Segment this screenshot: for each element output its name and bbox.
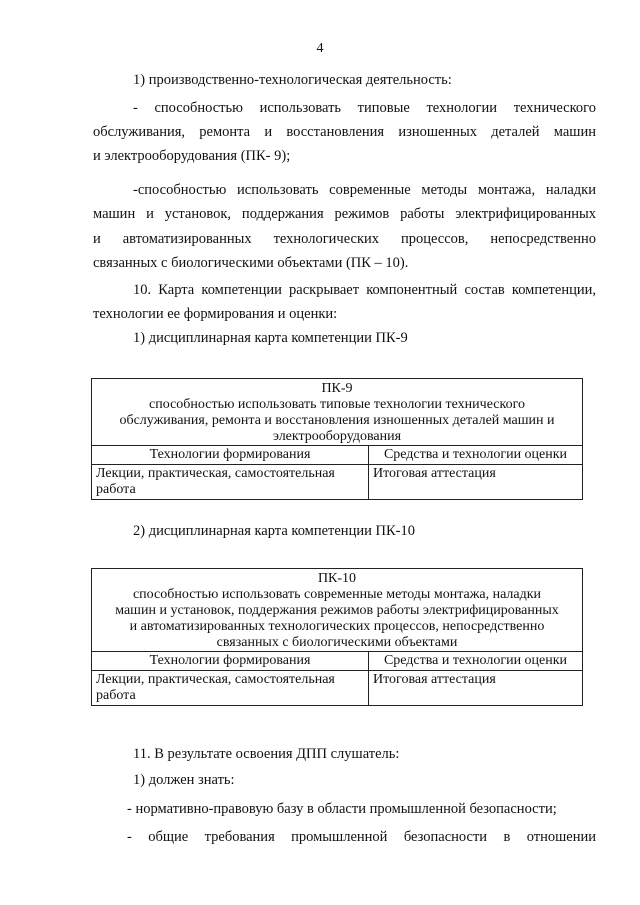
col-header-formation: Технологии формирования (92, 446, 369, 465)
pk10-text-line: и автоматизированных технологических процессов, непосредственно (93, 231, 596, 247)
competence-table-pk9 (91, 378, 583, 500)
page-number: 4 (316, 41, 324, 56)
cell-line: Лекции, практическая, самостоятельная (96, 466, 335, 481)
item11-sub1: 1) должен знать: (133, 772, 235, 788)
col-header-assessment: Средства и технологии оценки (369, 652, 583, 671)
table-title-line: машин и установок, поддержания режимов работы электрифицированных (115, 603, 559, 618)
cell-line: работа (96, 688, 136, 703)
item11-bullet: - нормативно-правовую базу в области промышленной безопасности; (127, 801, 557, 817)
table-title-cell (92, 379, 583, 446)
item11-bullet: - общие требования промышленной безопасности в отношении (127, 829, 596, 845)
pk9-text-line: обслуживания, ремонта и восстановления изношенных деталей машин (93, 124, 596, 140)
pk9-text-line: и электрооборудования (ПК- 9); (93, 148, 291, 164)
section-heading: 1) производственно-технологическая деятельность: (133, 72, 452, 88)
item10-line: 10. Карта компетенции раскрывает компонентный состав компетенции, (133, 282, 596, 298)
table-title-code: ПК-9 (321, 381, 353, 396)
table-title-line: связанных с биологическими объектами (216, 635, 458, 650)
cell-assessment: Итоговая аттестация (369, 671, 583, 706)
item10-sub2: 2) дисциплинарная карта компетенции ПК-10 (133, 523, 415, 539)
col-header-formation: Технологии формирования (92, 652, 369, 671)
table-row (92, 671, 583, 706)
cell-line: Лекции, практическая, самостоятельная (96, 672, 335, 687)
table-title-line: обслуживания, ремонта и восстановления изношенных деталей машин и (119, 413, 555, 428)
table-title-line: способностью использовать современные методы монтажа, наладки (132, 587, 542, 602)
table-title-code: ПК-10 (317, 571, 357, 586)
table-row (92, 465, 583, 500)
col-header-assessment: Средства и технологии оценки (369, 446, 583, 465)
cell-assessment: Итоговая аттестация (369, 465, 583, 500)
item10-line: технологии ее формирования и оценки: (93, 306, 338, 322)
cell-line: работа (96, 482, 136, 497)
item10-sub1: 1) дисциплинарная карта компетенции ПК-9 (133, 330, 408, 346)
table-title-line: и автоматизированных технологических процессов, непосредственно (129, 619, 545, 634)
pk10-text-line: машин и установок, поддержания режимов работы электрифицированных (93, 206, 596, 222)
item11-heading: 11. В результате освоения ДПП слушатель: (133, 746, 400, 762)
table-title-cell (92, 569, 583, 652)
table-title-line: способностью использовать типовые технологии технического (149, 397, 525, 412)
pk10-text-line: -способностью использовать современные методы монтажа, наладки (133, 182, 596, 198)
cell-formation (92, 671, 369, 706)
pk10-text-line: связанных с биологическими объектами (ПК – 10). (93, 255, 409, 271)
table-title-line: электрооборудования (272, 429, 402, 444)
competence-table-pk10 (91, 568, 583, 706)
pk9-text-line: - способностью использовать типовые технологии технического (133, 100, 596, 116)
cell-formation (92, 465, 369, 500)
